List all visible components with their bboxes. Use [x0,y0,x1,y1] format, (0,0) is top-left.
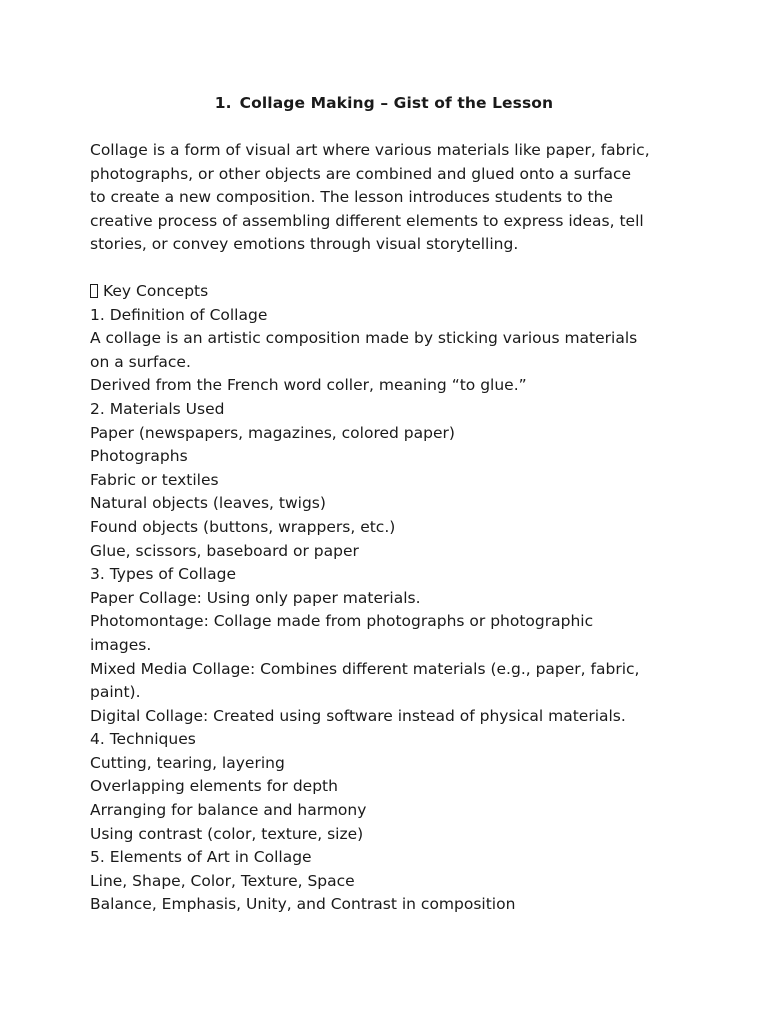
content-line: Photomontage: Collage made from photographs or photographic [90,612,594,631]
content-line: 2. Materials Used [90,399,225,418]
content-line: Paper Collage: Using only paper materials. [90,588,421,607]
content-line: Balance, Emphasis, Unity, and Contrast in composition [90,895,516,914]
intro-line: to create a new composition. The lesson introduces students to the [90,188,613,207]
heading-title: Collage Making – Gist of the Lesson [239,94,554,112]
content-line: images. [90,635,152,654]
content-line: A collage is an artistic composition made by sticking various materials [90,329,638,348]
content-line: Fabric or textiles [90,470,219,489]
content-line: 5. Elements of Art in Collage [90,848,312,867]
intro-line: photographs, or other objects are combined and glued onto a surface [90,164,632,183]
key-concepts-section [90,280,690,917]
content-line: Cutting, tearing, layering [90,753,285,772]
content-line: Derived from the French word coller, meaning “to glue.” [90,376,527,395]
content-line: 4. Techniques [90,730,196,749]
key-concepts-label: Key Concepts [103,282,209,300]
content-line: Arranging for balance and harmony [90,801,367,820]
intro-paragraph [90,139,690,257]
content-line: Natural objects (leaves, twigs) [90,494,326,513]
lesson-heading [0,92,768,114]
content-line: Mixed Media Collage: Combines different materials (e.g., paper, fabric, [90,659,640,678]
content-line: Line, Shape, Color, Texture, Space [90,871,355,890]
content-line: paint). [90,683,141,702]
content-line: Digital Collage: Created using software instead of physical materials. [90,706,626,725]
content-line: Paper (newspapers, magazines, colored paper) [90,423,455,442]
heading-number: 1. [214,94,232,112]
content-line: 3. Types of Collage [90,565,236,584]
missing-glyph-icon [90,284,98,298]
content-line: on a surface. [90,352,191,371]
content-line: 1. Definition of Collage [90,305,268,324]
content-line: Found objects (buttons, wrappers, etc.) [90,517,396,536]
key-concepts-heading [90,280,690,304]
content-line: Photographs [90,447,188,466]
intro-line: Collage is a form of visual art where various materials like paper, fabric, [90,141,650,159]
intro-line: creative process of assembling different elements to express ideas, tell [90,211,644,230]
intro-line: stories, or convey emotions through visual storytelling. [90,235,519,254]
content-line: Using contrast (color, texture, size) [90,824,364,843]
content-line: Overlapping elements for depth [90,777,338,796]
content-line: Glue, scissors, baseboard or paper [90,541,359,560]
